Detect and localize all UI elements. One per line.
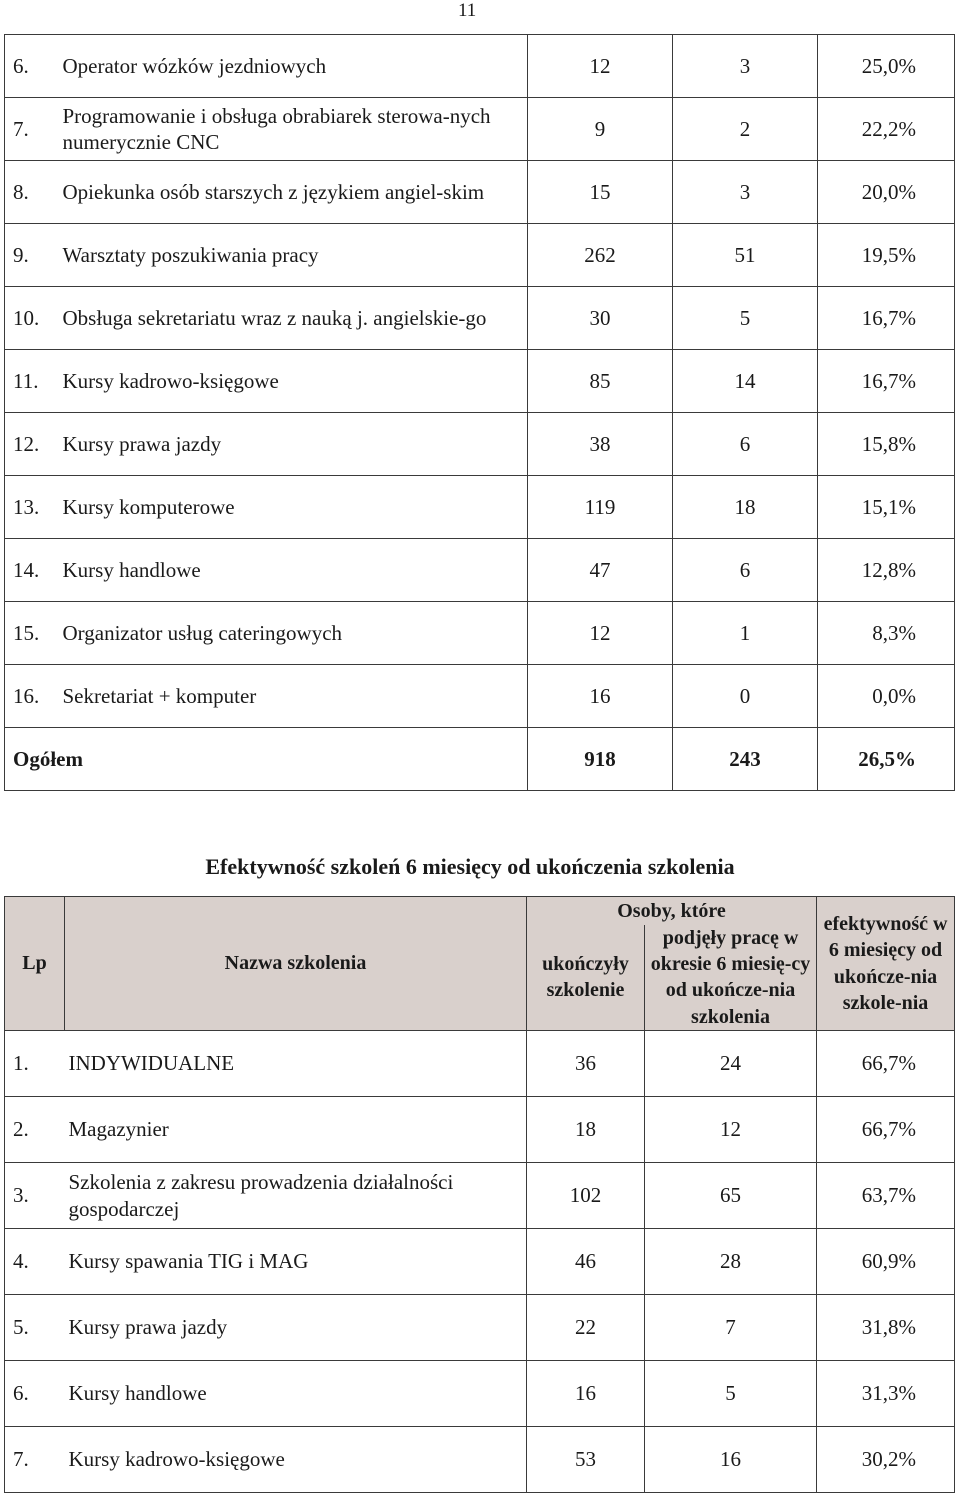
employed-count: 51 bbox=[673, 224, 818, 287]
training-results-table bbox=[4, 34, 955, 791]
employed-count: 16 bbox=[645, 1427, 817, 1493]
effectiveness-percent: 15,8% bbox=[818, 413, 955, 476]
employed-count: 5 bbox=[673, 287, 818, 350]
header-lp: Lp bbox=[5, 897, 65, 1031]
employed-count: 5 bbox=[645, 1361, 817, 1427]
employed-count: 6 bbox=[673, 539, 818, 602]
table-row bbox=[5, 1163, 955, 1229]
completed-count: 102 bbox=[527, 1163, 645, 1229]
completed-count: 18 bbox=[527, 1097, 645, 1163]
employed-count: 3 bbox=[673, 35, 818, 98]
training-name: Kursy handlowe bbox=[59, 539, 528, 602]
training-name: Kursy komputerowe bbox=[59, 476, 528, 539]
table-row bbox=[5, 1229, 955, 1295]
effectiveness-percent: 66,7% bbox=[817, 1031, 955, 1097]
row-number: 7. bbox=[5, 98, 59, 161]
table-row bbox=[5, 539, 955, 602]
row-number: 16. bbox=[5, 665, 59, 728]
effectiveness-percent: 8,3% bbox=[818, 602, 955, 665]
completed-count: 53 bbox=[527, 1427, 645, 1493]
training-name: Kursy spawania TIG i MAG bbox=[65, 1229, 527, 1295]
training-name: Kursy kadrowo-księgowe bbox=[65, 1427, 527, 1493]
row-number: 10. bbox=[5, 287, 59, 350]
employed-count: 3 bbox=[673, 161, 818, 224]
table-row bbox=[5, 1031, 955, 1097]
participants-count: 9 bbox=[528, 98, 673, 161]
participants-count: 85 bbox=[528, 350, 673, 413]
row-number: 2. bbox=[5, 1097, 65, 1163]
employed-count: 28 bbox=[645, 1229, 817, 1295]
row-number: 6. bbox=[5, 1361, 65, 1427]
training-name: INDYWIDUALNE bbox=[65, 1031, 527, 1097]
training-name: Szkolenia z zakresu prowadzenia działalności gospodarczej bbox=[65, 1163, 527, 1229]
effectiveness-percent: 12,8% bbox=[818, 539, 955, 602]
effectiveness-percent: 16,7% bbox=[818, 350, 955, 413]
training-name: Operator wózków jezdniowych bbox=[59, 35, 528, 98]
row-number: 8. bbox=[5, 161, 59, 224]
total-participants: 918 bbox=[528, 728, 673, 791]
participants-count: 47 bbox=[528, 539, 673, 602]
row-number: 9. bbox=[5, 224, 59, 287]
employed-count: 12 bbox=[645, 1097, 817, 1163]
effectiveness-table-title: Efektywność szkoleń 6 miesięcy od ukończenia szkolenia bbox=[205, 854, 735, 879]
table-row bbox=[5, 476, 955, 539]
row-number: 13. bbox=[5, 476, 59, 539]
table-row bbox=[5, 350, 955, 413]
effectiveness-percent: 60,9% bbox=[817, 1229, 955, 1295]
training-name: Kursy prawa jazdy bbox=[65, 1295, 527, 1361]
effectiveness-percent: 19,5% bbox=[818, 224, 955, 287]
employed-count: 7 bbox=[645, 1295, 817, 1361]
effectiveness-percent: 0,0% bbox=[818, 665, 955, 728]
row-number: 15. bbox=[5, 602, 59, 665]
row-number: 7. bbox=[5, 1427, 65, 1493]
table-row bbox=[5, 35, 955, 98]
participants-count: 16 bbox=[528, 665, 673, 728]
effectiveness-percent: 25,0% bbox=[818, 35, 955, 98]
participants-count: 15 bbox=[528, 161, 673, 224]
employed-count: 6 bbox=[673, 413, 818, 476]
training-name: Kursy kadrowo-księgowe bbox=[59, 350, 528, 413]
completed-count: 22 bbox=[527, 1295, 645, 1361]
table-row bbox=[5, 98, 955, 161]
table-row bbox=[5, 224, 955, 287]
employed-count: 65 bbox=[645, 1163, 817, 1229]
total-percent: 26,5% bbox=[818, 728, 955, 791]
completed-count: 16 bbox=[527, 1361, 645, 1427]
participants-count: 12 bbox=[528, 35, 673, 98]
training-name: Magazynier bbox=[65, 1097, 527, 1163]
effectiveness-percent: 31,8% bbox=[817, 1295, 955, 1361]
employed-count: 18 bbox=[673, 476, 818, 539]
effectiveness-percent: 63,7% bbox=[817, 1163, 955, 1229]
table-row bbox=[5, 161, 955, 224]
completed-count: 36 bbox=[527, 1031, 645, 1097]
row-number: 3. bbox=[5, 1163, 65, 1229]
employed-count: 24 bbox=[645, 1031, 817, 1097]
training-name: Kursy handlowe bbox=[65, 1361, 527, 1427]
row-number: 11. bbox=[5, 350, 59, 413]
employed-count: 14 bbox=[673, 350, 818, 413]
row-number: 4. bbox=[5, 1229, 65, 1295]
header-effectiveness: efektywność w 6 miesięcy od ukończe-nia szkole-nia bbox=[817, 897, 955, 1031]
table-row bbox=[5, 1427, 955, 1493]
total-row bbox=[5, 728, 955, 791]
header-employed: podjęły pracę w okresie 6 miesię-cy od ukończe-nia szkolenia bbox=[645, 925, 817, 1031]
effectiveness-table bbox=[4, 896, 955, 1493]
training-name: Kursy prawa jazdy bbox=[59, 413, 528, 476]
page-number: 11 bbox=[458, 0, 477, 21]
training-name: Opiekunka osób starszych z językiem angiel-skim bbox=[59, 161, 528, 224]
row-number: 6. bbox=[5, 35, 59, 98]
header-name: Nazwa szkolenia bbox=[65, 897, 527, 1031]
effectiveness-percent: 15,1% bbox=[818, 476, 955, 539]
participants-count: 12 bbox=[528, 602, 673, 665]
header-completed: ukończyły szkolenie bbox=[527, 925, 645, 1031]
table-row bbox=[5, 665, 955, 728]
completed-count: 46 bbox=[527, 1229, 645, 1295]
table-row bbox=[5, 1295, 955, 1361]
row-number: 14. bbox=[5, 539, 59, 602]
total-employed: 243 bbox=[673, 728, 818, 791]
table-row bbox=[5, 413, 955, 476]
table-row bbox=[5, 287, 955, 350]
header-group: Osoby, które bbox=[527, 897, 817, 925]
effectiveness-percent: 22,2% bbox=[818, 98, 955, 161]
row-number: 1. bbox=[5, 1031, 65, 1097]
participants-count: 30 bbox=[528, 287, 673, 350]
training-name: Obsługa sekretariatu wraz z nauką j. angielskie-go bbox=[59, 287, 528, 350]
effectiveness-percent: 20,0% bbox=[818, 161, 955, 224]
training-name: Programowanie i obsługa obrabiarek sterowa-nych numerycznie CNC bbox=[59, 98, 528, 161]
row-number: 12. bbox=[5, 413, 59, 476]
table-row bbox=[5, 602, 955, 665]
effectiveness-percent: 16,7% bbox=[818, 287, 955, 350]
effectiveness-percent: 31,3% bbox=[817, 1361, 955, 1427]
training-name: Sekretariat + komputer bbox=[59, 665, 528, 728]
employed-count: 2 bbox=[673, 98, 818, 161]
row-number: 5. bbox=[5, 1295, 65, 1361]
training-name: Organizator usług cateringowych bbox=[59, 602, 528, 665]
employed-count: 1 bbox=[673, 602, 818, 665]
effectiveness-percent: 30,2% bbox=[817, 1427, 955, 1493]
table-row bbox=[5, 1361, 955, 1427]
employed-count: 0 bbox=[673, 665, 818, 728]
participants-count: 262 bbox=[528, 224, 673, 287]
participants-count: 38 bbox=[528, 413, 673, 476]
table-row bbox=[5, 1097, 955, 1163]
training-name: Warsztaty poszukiwania pracy bbox=[59, 224, 528, 287]
participants-count: 119 bbox=[528, 476, 673, 539]
effectiveness-percent: 66,7% bbox=[817, 1097, 955, 1163]
total-label: Ogółem bbox=[5, 728, 528, 791]
